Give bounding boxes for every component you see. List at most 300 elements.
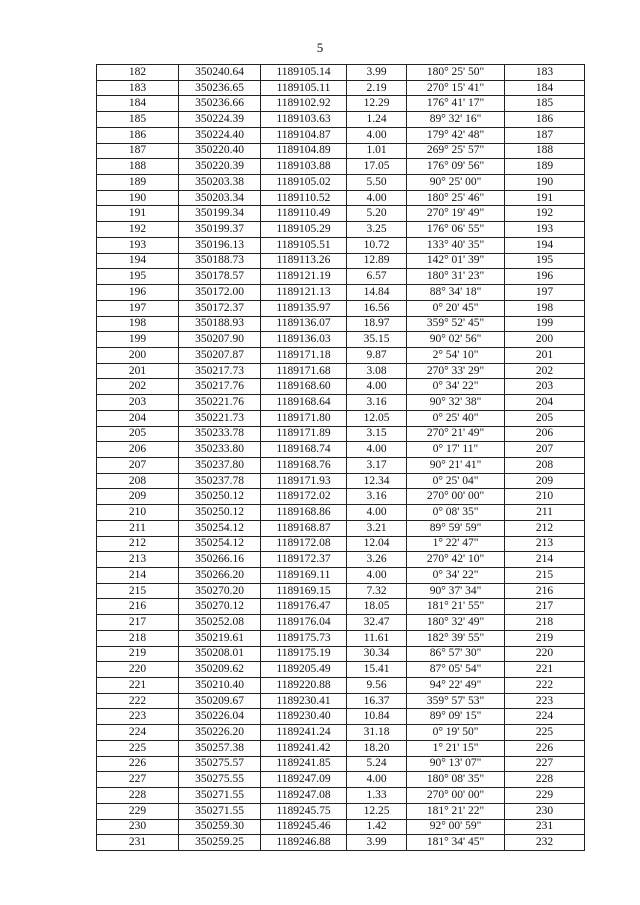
bearing-cell: 89° 32' 16"	[407, 112, 505, 128]
next-point-cell: 198	[505, 300, 585, 316]
next-point-cell: 194	[505, 237, 585, 253]
table-row	[97, 395, 585, 411]
bearing-cell: 0° 25' 40"	[407, 410, 505, 426]
distance-cell: 31.18	[347, 725, 407, 741]
bearing-cell: 270° 33' 29"	[407, 363, 505, 379]
point-number-cell: 218	[97, 630, 179, 646]
point-number-cell: 190	[97, 190, 179, 206]
point-number-cell: 214	[97, 568, 179, 584]
table-row	[97, 693, 585, 709]
distance-cell: 3.17	[347, 457, 407, 473]
x-coordinate-cell: 350196.13	[179, 237, 261, 253]
bearing-cell: 1° 21' 15"	[407, 740, 505, 756]
y-coordinate-cell: 1189103.63	[261, 112, 347, 128]
distance-cell: 1.01	[347, 143, 407, 159]
bearing-cell: 180° 08' 35"	[407, 772, 505, 788]
y-coordinate-cell: 1189110.49	[261, 206, 347, 222]
distance-cell: 4.00	[347, 568, 407, 584]
point-number-cell: 209	[97, 489, 179, 505]
point-number-cell: 198	[97, 316, 179, 332]
x-coordinate-cell: 350221.76	[179, 395, 261, 411]
bearing-cell: 90° 37' 34"	[407, 583, 505, 599]
distance-cell: 12.05	[347, 410, 407, 426]
x-coordinate-cell: 350237.78	[179, 473, 261, 489]
bearing-cell: 270° 19' 49"	[407, 206, 505, 222]
distance-cell: 5.24	[347, 756, 407, 772]
table-body	[97, 65, 585, 851]
point-number-cell: 204	[97, 410, 179, 426]
distance-cell: 4.00	[347, 190, 407, 206]
table-row	[97, 457, 585, 473]
table-row	[97, 819, 585, 835]
next-point-cell: 202	[505, 363, 585, 379]
table-row	[97, 552, 585, 568]
bearing-cell: 87° 05' 54"	[407, 662, 505, 678]
y-coordinate-cell: 1189136.07	[261, 316, 347, 332]
bearing-cell: 270° 15' 41"	[407, 80, 505, 96]
y-coordinate-cell: 1189171.68	[261, 363, 347, 379]
x-coordinate-cell: 350259.30	[179, 819, 261, 835]
next-point-cell: 230	[505, 803, 585, 819]
x-coordinate-cell: 350275.57	[179, 756, 261, 772]
bearing-cell: 0° 34' 22"	[407, 379, 505, 395]
y-coordinate-cell: 1189102.92	[261, 96, 347, 112]
table-row	[97, 159, 585, 175]
distance-cell: 16.56	[347, 300, 407, 316]
table-row	[97, 143, 585, 159]
distance-cell: 32.47	[347, 615, 407, 631]
table-row	[97, 678, 585, 694]
table-row	[97, 442, 585, 458]
bearing-cell: 2° 54' 10"	[407, 347, 505, 363]
x-coordinate-cell: 350257.38	[179, 740, 261, 756]
table-row	[97, 725, 585, 741]
point-number-cell: 201	[97, 363, 179, 379]
coordinates-table	[96, 64, 585, 851]
y-coordinate-cell: 1189247.09	[261, 772, 347, 788]
x-coordinate-cell: 350172.00	[179, 285, 261, 301]
distance-cell: 7.32	[347, 583, 407, 599]
table-row	[97, 788, 585, 804]
y-coordinate-cell: 1189241.42	[261, 740, 347, 756]
page-number: 5	[316, 40, 324, 55]
next-point-cell: 228	[505, 772, 585, 788]
table-row	[97, 709, 585, 725]
x-coordinate-cell: 350271.55	[179, 788, 261, 804]
table-row	[97, 615, 585, 631]
point-number-cell: 208	[97, 473, 179, 489]
point-number-cell: 225	[97, 740, 179, 756]
next-point-cell: 218	[505, 615, 585, 631]
x-coordinate-cell: 350275.55	[179, 772, 261, 788]
point-number-cell: 230	[97, 819, 179, 835]
x-coordinate-cell: 350188.73	[179, 253, 261, 269]
table-row	[97, 347, 585, 363]
y-coordinate-cell: 1189241.24	[261, 725, 347, 741]
next-point-cell: 190	[505, 175, 585, 191]
distance-cell: 18.05	[347, 599, 407, 615]
distance-cell: 1.24	[347, 112, 407, 128]
y-coordinate-cell: 1189230.40	[261, 709, 347, 725]
point-number-cell: 192	[97, 222, 179, 238]
y-coordinate-cell: 1189104.87	[261, 127, 347, 143]
x-coordinate-cell: 350254.12	[179, 520, 261, 536]
y-coordinate-cell: 1189105.29	[261, 222, 347, 238]
y-coordinate-cell: 1189220.88	[261, 678, 347, 694]
x-coordinate-cell: 350266.20	[179, 568, 261, 584]
bearing-cell: 88° 34' 18"	[407, 285, 505, 301]
point-number-cell: 222	[97, 693, 179, 709]
next-point-cell: 209	[505, 473, 585, 489]
point-number-cell: 210	[97, 505, 179, 521]
point-number-cell: 223	[97, 709, 179, 725]
table-row	[97, 803, 585, 819]
x-coordinate-cell: 350254.12	[179, 536, 261, 552]
distance-cell: 3.21	[347, 520, 407, 536]
y-coordinate-cell: 1189247.08	[261, 788, 347, 804]
point-number-cell: 199	[97, 332, 179, 348]
y-coordinate-cell: 1189172.08	[261, 536, 347, 552]
x-coordinate-cell: 350221.73	[179, 410, 261, 426]
x-coordinate-cell: 350233.80	[179, 442, 261, 458]
next-point-cell: 189	[505, 159, 585, 175]
y-coordinate-cell: 1189168.76	[261, 457, 347, 473]
next-point-cell: 216	[505, 583, 585, 599]
distance-cell: 4.00	[347, 772, 407, 788]
y-coordinate-cell: 1189136.03	[261, 332, 347, 348]
next-point-cell: 214	[505, 552, 585, 568]
y-coordinate-cell: 1189121.19	[261, 269, 347, 285]
table-row	[97, 316, 585, 332]
y-coordinate-cell: 1189104.89	[261, 143, 347, 159]
table-row	[97, 835, 585, 851]
distance-cell: 3.08	[347, 363, 407, 379]
y-coordinate-cell: 1189245.75	[261, 803, 347, 819]
distance-cell: 14.84	[347, 285, 407, 301]
point-number-cell: 187	[97, 143, 179, 159]
x-coordinate-cell: 350188.93	[179, 316, 261, 332]
point-number-cell: 193	[97, 237, 179, 253]
next-point-cell: 211	[505, 505, 585, 521]
next-point-cell: 210	[505, 489, 585, 505]
x-coordinate-cell: 350209.67	[179, 693, 261, 709]
x-coordinate-cell: 350220.40	[179, 143, 261, 159]
table-row	[97, 112, 585, 128]
point-number-cell: 224	[97, 725, 179, 741]
bearing-cell: 182° 39' 55"	[407, 630, 505, 646]
table-row	[97, 65, 585, 81]
distance-cell: 11.61	[347, 630, 407, 646]
next-point-cell: 185	[505, 96, 585, 112]
y-coordinate-cell: 1189121.13	[261, 285, 347, 301]
y-coordinate-cell: 1189168.87	[261, 520, 347, 536]
point-number-cell: 226	[97, 756, 179, 772]
x-coordinate-cell: 350172.37	[179, 300, 261, 316]
point-number-cell: 220	[97, 662, 179, 678]
bearing-cell: 90° 21' 41"	[407, 457, 505, 473]
table-row	[97, 285, 585, 301]
point-number-cell: 213	[97, 552, 179, 568]
point-number-cell: 182	[97, 65, 179, 81]
x-coordinate-cell: 350224.40	[179, 127, 261, 143]
bearing-cell: 180° 31' 23"	[407, 269, 505, 285]
distance-cell: 12.34	[347, 473, 407, 489]
distance-cell: 3.26	[347, 552, 407, 568]
next-point-cell: 183	[505, 65, 585, 81]
table-row	[97, 127, 585, 143]
table-row	[97, 253, 585, 269]
next-point-cell: 187	[505, 127, 585, 143]
y-coordinate-cell: 1189169.11	[261, 568, 347, 584]
x-coordinate-cell: 350217.73	[179, 363, 261, 379]
point-number-cell: 196	[97, 285, 179, 301]
next-point-cell: 200	[505, 332, 585, 348]
x-coordinate-cell: 350250.12	[179, 489, 261, 505]
x-coordinate-cell: 350250.12	[179, 505, 261, 521]
y-coordinate-cell: 1189172.02	[261, 489, 347, 505]
x-coordinate-cell: 350259.25	[179, 835, 261, 851]
next-point-cell: 223	[505, 693, 585, 709]
table-row	[97, 363, 585, 379]
distance-cell: 12.29	[347, 96, 407, 112]
distance-cell: 4.00	[347, 127, 407, 143]
bearing-cell: 270° 21' 49"	[407, 426, 505, 442]
y-coordinate-cell: 1189168.64	[261, 395, 347, 411]
distance-cell: 3.16	[347, 489, 407, 505]
point-number-cell: 186	[97, 127, 179, 143]
y-coordinate-cell: 1189168.74	[261, 442, 347, 458]
x-coordinate-cell: 350210.40	[179, 678, 261, 694]
point-number-cell: 212	[97, 536, 179, 552]
bearing-cell: 270° 00' 00"	[407, 489, 505, 505]
x-coordinate-cell: 350226.20	[179, 725, 261, 741]
point-number-cell: 191	[97, 206, 179, 222]
x-coordinate-cell: 350207.87	[179, 347, 261, 363]
point-number-cell: 185	[97, 112, 179, 128]
bearing-cell: 94° 22' 49"	[407, 678, 505, 694]
y-coordinate-cell: 1189176.04	[261, 615, 347, 631]
distance-cell: 12.25	[347, 803, 407, 819]
point-number-cell: 221	[97, 678, 179, 694]
x-coordinate-cell: 350199.34	[179, 206, 261, 222]
y-coordinate-cell: 1189175.19	[261, 646, 347, 662]
bearing-cell: 180° 25' 50"	[407, 65, 505, 81]
distance-cell: 9.56	[347, 678, 407, 694]
next-point-cell: 191	[505, 190, 585, 206]
point-number-cell: 207	[97, 457, 179, 473]
point-number-cell: 189	[97, 175, 179, 191]
bearing-cell: 359° 52' 45"	[407, 316, 505, 332]
table-row	[97, 772, 585, 788]
next-point-cell: 203	[505, 379, 585, 395]
distance-cell: 12.04	[347, 536, 407, 552]
distance-cell: 10.72	[347, 237, 407, 253]
point-number-cell: 231	[97, 835, 179, 851]
table-row	[97, 630, 585, 646]
table-row	[97, 175, 585, 191]
next-point-cell: 204	[505, 395, 585, 411]
bearing-cell: 176° 06' 55"	[407, 222, 505, 238]
distance-cell: 4.00	[347, 505, 407, 521]
y-coordinate-cell: 1189105.11	[261, 80, 347, 96]
table-row	[97, 379, 585, 395]
bearing-cell: 0° 20' 45"	[407, 300, 505, 316]
y-coordinate-cell: 1189245.46	[261, 819, 347, 835]
point-number-cell: 202	[97, 379, 179, 395]
distance-cell: 3.99	[347, 835, 407, 851]
x-coordinate-cell: 350240.64	[179, 65, 261, 81]
next-point-cell: 222	[505, 678, 585, 694]
next-point-cell: 201	[505, 347, 585, 363]
x-coordinate-cell: 350220.39	[179, 159, 261, 175]
y-coordinate-cell: 1189171.80	[261, 410, 347, 426]
y-coordinate-cell: 1189105.02	[261, 175, 347, 191]
x-coordinate-cell: 350270.12	[179, 599, 261, 615]
distance-cell: 4.00	[347, 379, 407, 395]
distance-cell: 17.05	[347, 159, 407, 175]
y-coordinate-cell: 1189246.88	[261, 835, 347, 851]
x-coordinate-cell: 350207.90	[179, 332, 261, 348]
distance-cell: 4.00	[347, 442, 407, 458]
next-point-cell: 207	[505, 442, 585, 458]
distance-cell: 3.15	[347, 426, 407, 442]
x-coordinate-cell: 350224.39	[179, 112, 261, 128]
distance-cell: 6.57	[347, 269, 407, 285]
table-row	[97, 410, 585, 426]
table-row	[97, 505, 585, 521]
point-number-cell: 216	[97, 599, 179, 615]
y-coordinate-cell: 1189110.52	[261, 190, 347, 206]
y-coordinate-cell: 1189105.14	[261, 65, 347, 81]
bearing-cell: 359° 57' 53"	[407, 693, 505, 709]
table-row	[97, 489, 585, 505]
distance-cell: 16.37	[347, 693, 407, 709]
next-point-cell: 213	[505, 536, 585, 552]
next-point-cell: 219	[505, 630, 585, 646]
x-coordinate-cell: 350236.65	[179, 80, 261, 96]
x-coordinate-cell: 350178.57	[179, 269, 261, 285]
next-point-cell: 226	[505, 740, 585, 756]
next-point-cell: 225	[505, 725, 585, 741]
table-row	[97, 583, 585, 599]
point-number-cell: 219	[97, 646, 179, 662]
point-number-cell: 206	[97, 442, 179, 458]
y-coordinate-cell: 1189171.18	[261, 347, 347, 363]
table-row	[97, 80, 585, 96]
table-row	[97, 520, 585, 536]
distance-cell: 3.99	[347, 65, 407, 81]
x-coordinate-cell: 350208.01	[179, 646, 261, 662]
next-point-cell: 231	[505, 819, 585, 835]
table-row	[97, 332, 585, 348]
next-point-cell: 186	[505, 112, 585, 128]
table-row	[97, 599, 585, 615]
next-point-cell: 212	[505, 520, 585, 536]
table-row	[97, 662, 585, 678]
x-coordinate-cell: 350209.62	[179, 662, 261, 678]
x-coordinate-cell: 350219.61	[179, 630, 261, 646]
bearing-cell: 92° 00' 59"	[407, 819, 505, 835]
bearing-cell: 86° 57' 30"	[407, 646, 505, 662]
point-number-cell: 195	[97, 269, 179, 285]
x-coordinate-cell: 350271.55	[179, 803, 261, 819]
next-point-cell: 196	[505, 269, 585, 285]
y-coordinate-cell: 1189205.49	[261, 662, 347, 678]
y-coordinate-cell: 1189105.51	[261, 237, 347, 253]
x-coordinate-cell: 350266.16	[179, 552, 261, 568]
distance-cell: 1.33	[347, 788, 407, 804]
y-coordinate-cell: 1189113.26	[261, 253, 347, 269]
next-point-cell: 232	[505, 835, 585, 851]
distance-cell: 3.25	[347, 222, 407, 238]
bearing-cell: 180° 25' 46"	[407, 190, 505, 206]
distance-cell: 1.42	[347, 819, 407, 835]
next-point-cell: 217	[505, 599, 585, 615]
table-row	[97, 426, 585, 442]
bearing-cell: 142° 01' 39"	[407, 253, 505, 269]
table-row	[97, 646, 585, 662]
distance-cell: 2.19	[347, 80, 407, 96]
x-coordinate-cell: 350270.20	[179, 583, 261, 599]
point-number-cell: 194	[97, 253, 179, 269]
table-row	[97, 473, 585, 489]
bearing-cell: 0° 19' 50"	[407, 725, 505, 741]
y-coordinate-cell: 1189168.86	[261, 505, 347, 521]
y-coordinate-cell: 1189135.97	[261, 300, 347, 316]
next-point-cell: 195	[505, 253, 585, 269]
y-coordinate-cell: 1189175.73	[261, 630, 347, 646]
point-number-cell: 183	[97, 80, 179, 96]
table-row	[97, 756, 585, 772]
distance-cell: 5.50	[347, 175, 407, 191]
next-point-cell: 208	[505, 457, 585, 473]
bearing-cell: 0° 34' 22"	[407, 568, 505, 584]
next-point-cell: 224	[505, 709, 585, 725]
point-number-cell: 200	[97, 347, 179, 363]
bearing-cell: 90° 25' 00"	[407, 175, 505, 191]
next-point-cell: 227	[505, 756, 585, 772]
x-coordinate-cell: 350237.80	[179, 457, 261, 473]
bearing-cell: 0° 17' 11"	[407, 442, 505, 458]
bearing-cell: 1° 22' 47"	[407, 536, 505, 552]
next-point-cell: 215	[505, 568, 585, 584]
y-coordinate-cell: 1189171.89	[261, 426, 347, 442]
distance-cell: 5.20	[347, 206, 407, 222]
x-coordinate-cell: 350226.04	[179, 709, 261, 725]
point-number-cell: 217	[97, 615, 179, 631]
table-row	[97, 568, 585, 584]
x-coordinate-cell: 350252.08	[179, 615, 261, 631]
bearing-cell: 179° 42' 48"	[407, 127, 505, 143]
table-row	[97, 536, 585, 552]
next-point-cell: 206	[505, 426, 585, 442]
next-point-cell: 184	[505, 80, 585, 96]
x-coordinate-cell: 350199.37	[179, 222, 261, 238]
bearing-cell: 176° 09' 56"	[407, 159, 505, 175]
point-number-cell: 205	[97, 426, 179, 442]
next-point-cell: 220	[505, 646, 585, 662]
bearing-cell: 181° 34' 45"	[407, 835, 505, 851]
point-number-cell: 184	[97, 96, 179, 112]
distance-cell: 15.41	[347, 662, 407, 678]
bearing-cell: 269° 25' 57"	[407, 143, 505, 159]
next-point-cell: 221	[505, 662, 585, 678]
y-coordinate-cell: 1189230.41	[261, 693, 347, 709]
x-coordinate-cell: 350203.38	[179, 175, 261, 191]
distance-cell: 12.89	[347, 253, 407, 269]
bearing-cell: 89° 09' 15"	[407, 709, 505, 725]
point-number-cell: 188	[97, 159, 179, 175]
